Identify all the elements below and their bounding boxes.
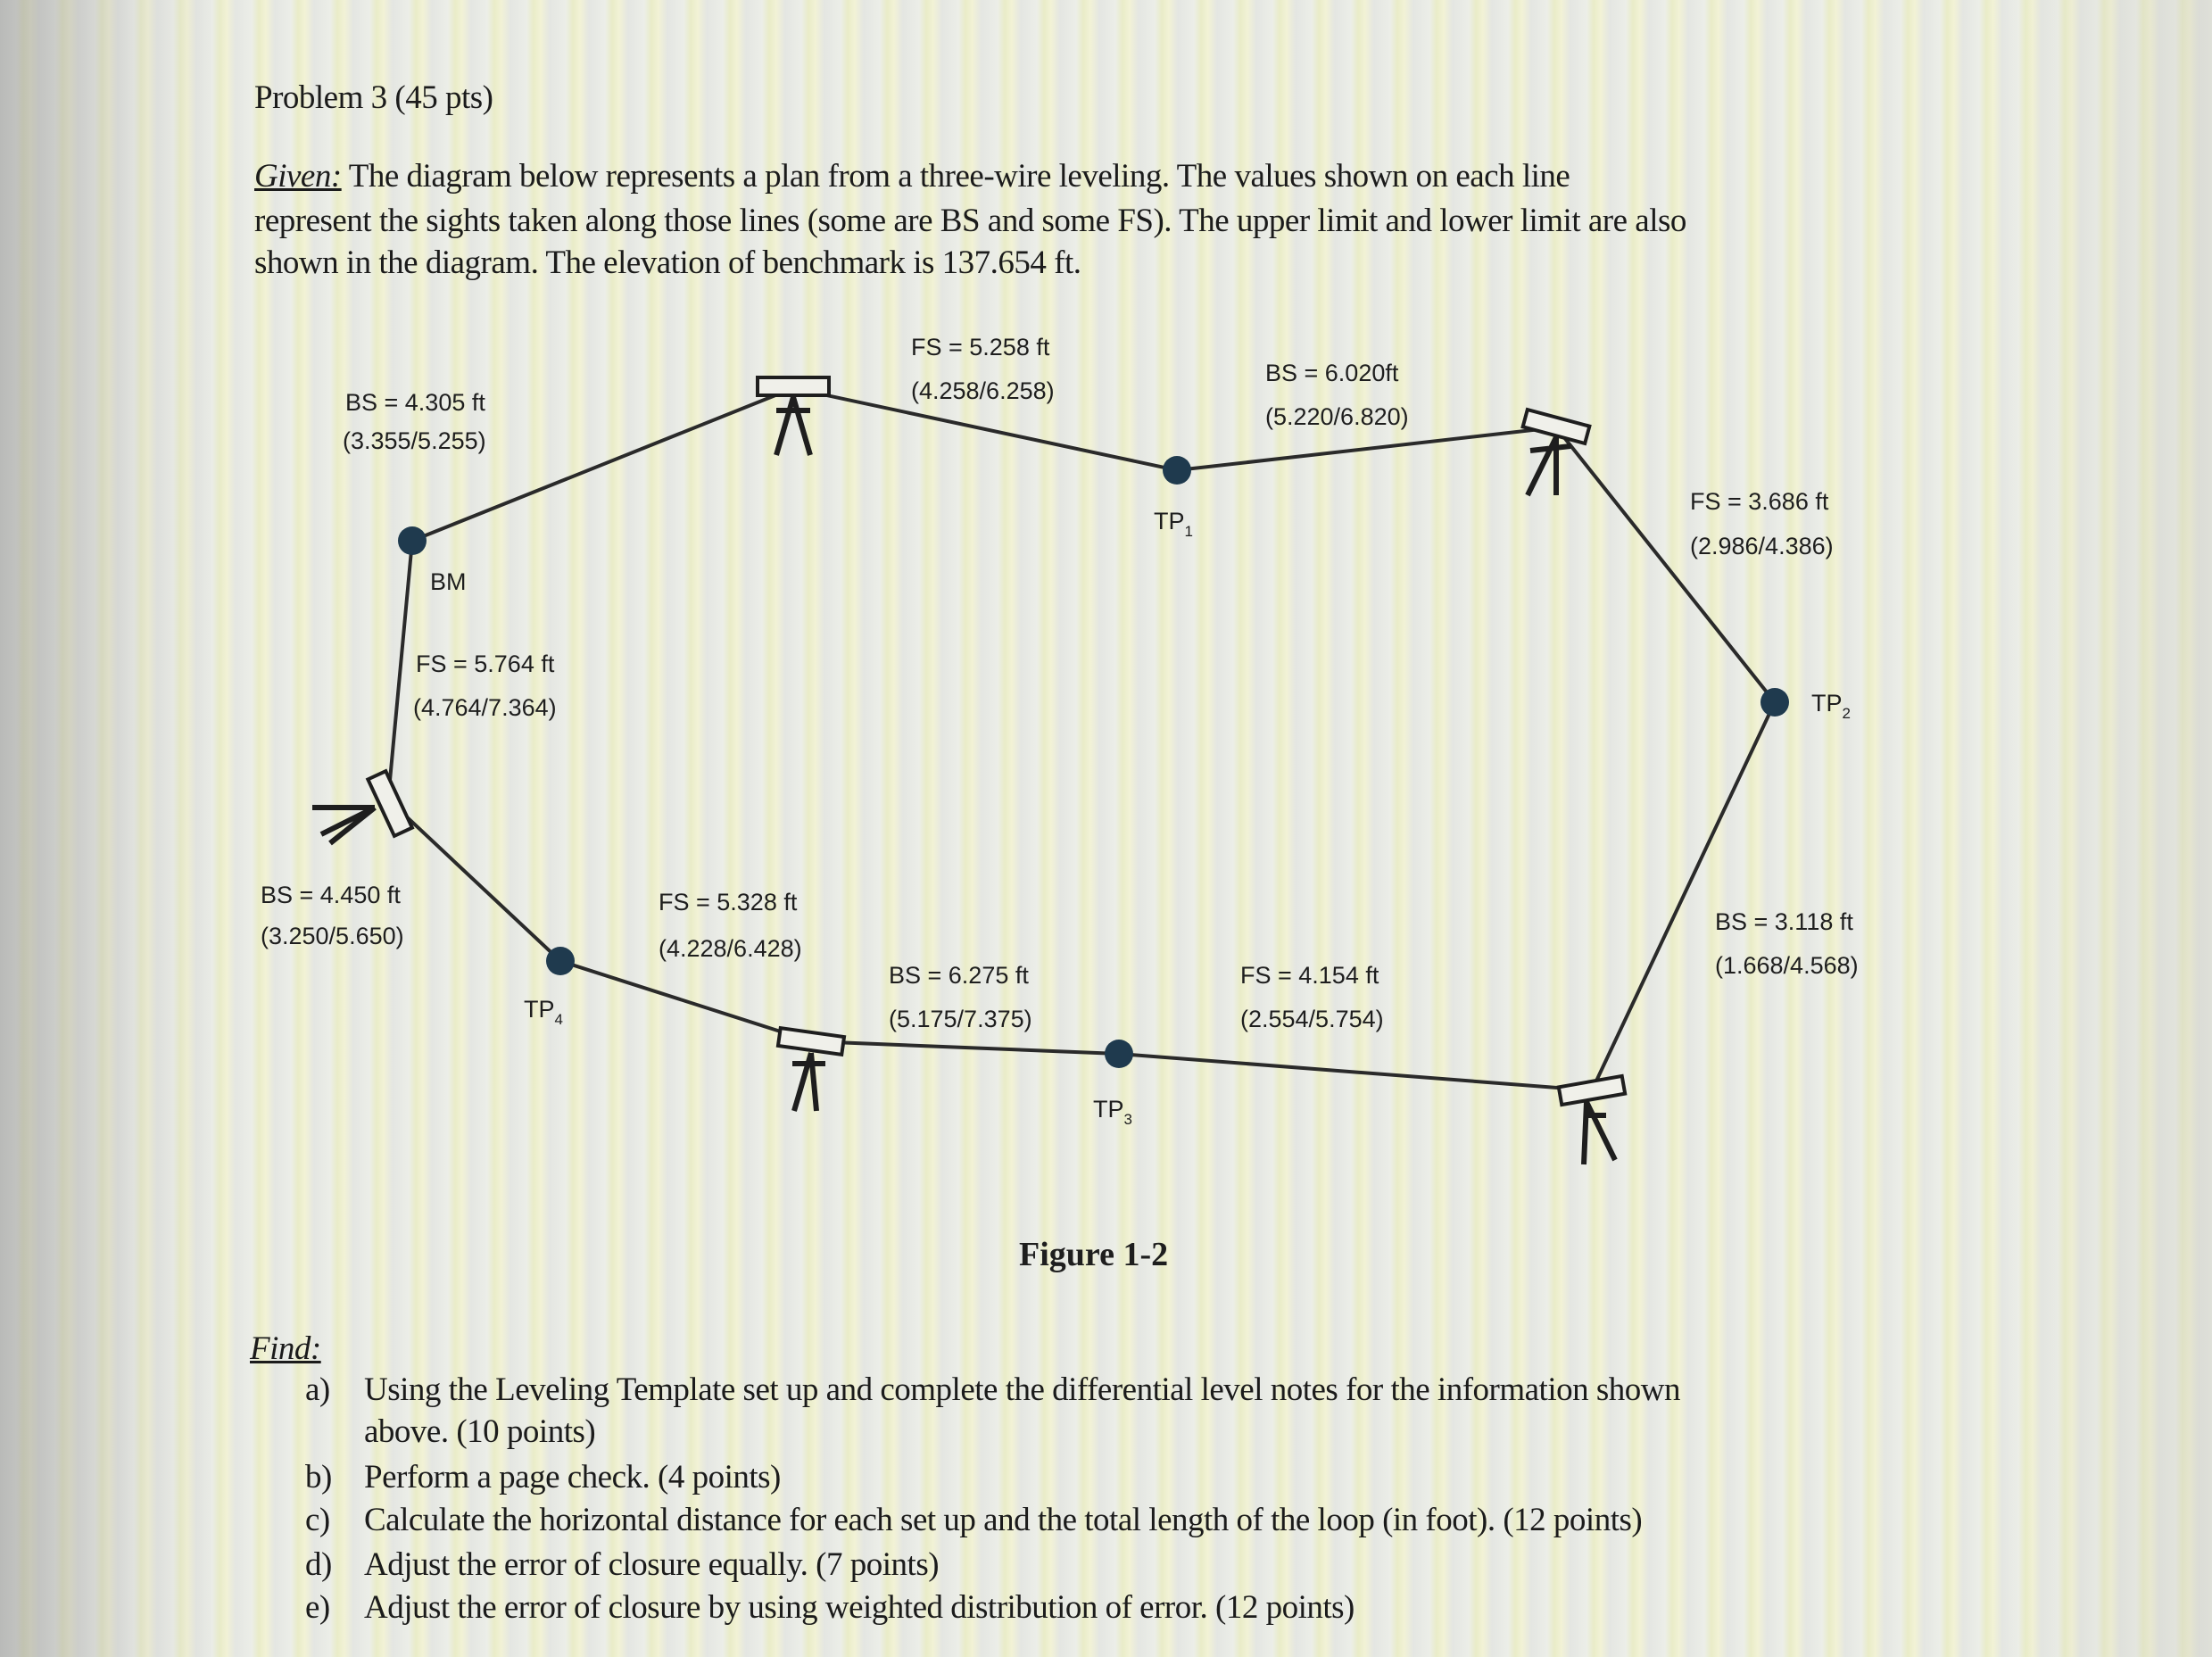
find-letter: d) (305, 1546, 332, 1583)
find-letter: e) (305, 1589, 330, 1626)
find-letter: b) (305, 1459, 332, 1495)
sight-reading: FS = 4.154 ft (1240, 962, 1379, 989)
sight-reading: BS = 6.020ft (1265, 360, 1399, 386)
sight-reading: BS = 4.305 ft (345, 389, 485, 416)
find-item-d: Adjust the error of closure equally. (7 points) (364, 1546, 940, 1583)
given-line-3: shown in the diagram. The elevation of benchmark is 137.654 ft. (254, 244, 1081, 281)
sight-limits: (2.554/5.754) (1240, 1006, 1384, 1032)
level-instrument-icon (312, 771, 412, 843)
sight-reading: FS = 5.258 ft (911, 334, 1050, 360)
sight-limits: (3.250/5.650) (261, 923, 404, 949)
sight-limits: (3.355/5.255) (343, 427, 486, 454)
level-instrument-icon (1523, 410, 1590, 495)
problem-title: Problem 3 (45 pts) (254, 79, 493, 116)
tp3-point (1105, 1040, 1133, 1068)
given-line-2: represent the sights taken along those lines (some are BS and some FS). The upper limit and lower limit are also (254, 203, 1686, 239)
find-item-b: Perform a page check. (4 points) (364, 1459, 781, 1495)
tp3-label: $TP_3$ (1093, 1096, 1132, 1128)
sight-limits: (5.220/6.820) (1265, 403, 1409, 430)
find-item-e: Adjust the error of closure by using weighted distribution of error. (12 points) (364, 1589, 1355, 1626)
sight-reading: BS = 3.118 ft (1715, 908, 1853, 935)
sight-reading: FS = 5.764 ft (416, 650, 555, 677)
find-item-a-cont: above. (10 points) (364, 1413, 596, 1450)
tp4-label: $TP_4$ (524, 996, 563, 1028)
given-text: The diagram below represents a plan from a three-wire leveling. The values shown on each line (348, 158, 1570, 195)
figure-caption: Figure 1-2 (1019, 1236, 1169, 1273)
tp2-point (1760, 688, 1789, 717)
find-item-c: Calculate the horizontal distance for each set up and the total length of the loop (in foot). (12 points) (364, 1502, 1643, 1538)
level-instrument-icon (778, 1028, 844, 1111)
tp2-label: $TP_2$ (1811, 690, 1851, 722)
sight-limits: (4.258/6.258) (911, 377, 1055, 404)
sight-reading: BS = 6.275 ft (889, 962, 1029, 989)
level-instrument-icon (1559, 1076, 1625, 1164)
sight-reading: FS = 3.686 ft (1690, 488, 1829, 515)
sight-limits: (2.986/4.386) (1690, 533, 1834, 559)
level-instrument-icon (758, 377, 829, 455)
sight-limits: (5.175/7.375) (889, 1006, 1032, 1032)
bm-label: BM (430, 568, 467, 595)
tp1-point (1163, 456, 1191, 485)
bm-point (398, 526, 427, 555)
tp4-point (546, 947, 575, 975)
given-label: Given: (254, 158, 342, 195)
tp1-label: $TP_1$ (1154, 508, 1193, 540)
sight-reading: BS = 4.450 ft (261, 882, 401, 908)
find-letter: c) (305, 1502, 330, 1538)
sight-limits: (1.668/4.568) (1715, 952, 1859, 979)
find-label: Find: (250, 1330, 321, 1367)
find-item-a: Using the Leveling Template set up and complete the differential level notes for the information shown (364, 1371, 1680, 1408)
sight-limits: (4.764/7.364) (413, 694, 557, 721)
loop-lines (388, 388, 1775, 1090)
sight-reading: FS = 5.328 ft (659, 889, 798, 915)
sight-limits: (4.228/6.428) (659, 935, 802, 962)
find-letter: a) (305, 1371, 330, 1408)
